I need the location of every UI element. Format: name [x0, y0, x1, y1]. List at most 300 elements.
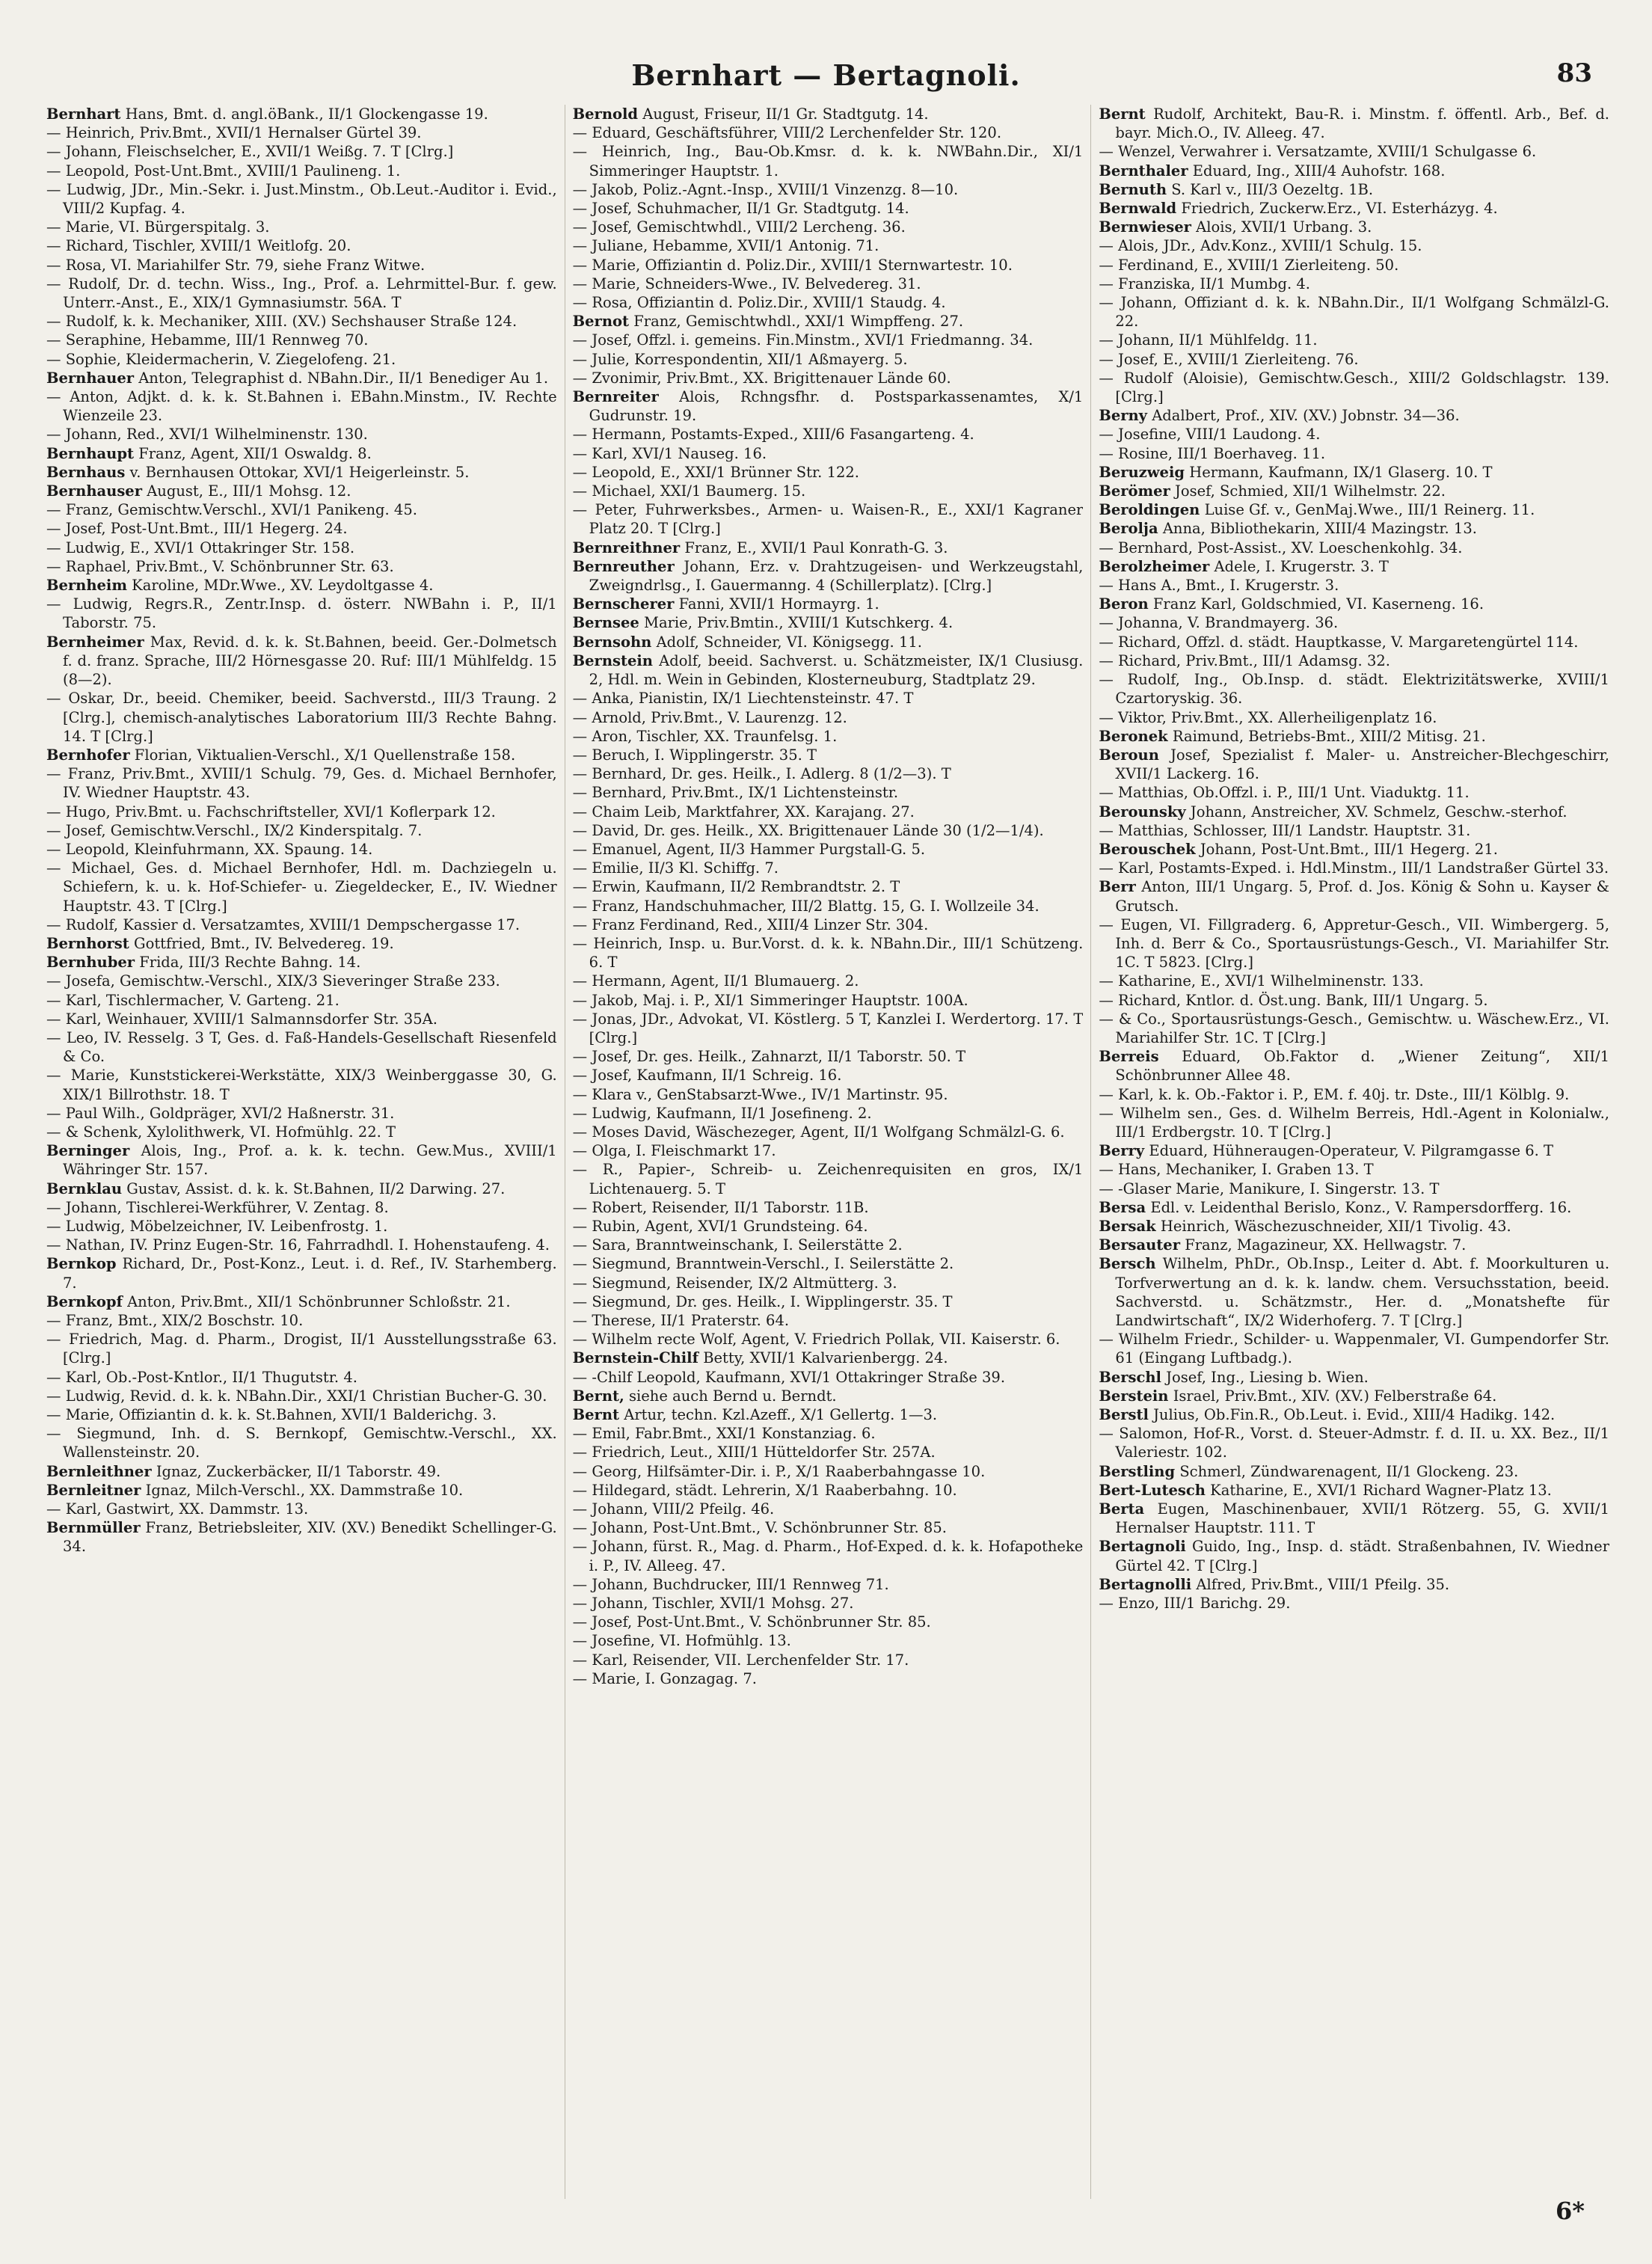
entry-text: — Leopold, Post-Unt.Bmt., XVIII/1 Paulineng. 1. — [46, 162, 401, 180]
entry-text: Josef, Schmied, XII/1 Wilhelmstr. 22. — [1175, 482, 1446, 500]
directory-entry — [1099, 859, 1609, 877]
directory-entry — [46, 387, 557, 425]
entry-text: — Johann, Fleischselcher, E., XVII/1 Weißg. 7. T [Clrg.] — [46, 143, 454, 161]
directory-entry — [1099, 1330, 1609, 1367]
entry-text: Franz, Gemischtwhdl., XXI/1 Wimpffeng. 27. — [633, 313, 964, 331]
entry-text: — Josefa, Gemischtw.-Verschl., XIX/3 Sieveringer Straße 233. — [46, 972, 500, 990]
directory-entry — [46, 539, 557, 557]
entry-text: — Beruch, I. Wipplingerstr. 35. T — [572, 746, 817, 764]
entry-text: Franz, Magazineur, XX. Hellwagstr. 7. — [1185, 1236, 1467, 1254]
entry-surname: Beroldingen — [1099, 501, 1200, 519]
entry-text: — Heinrich, Ing., Bau-Ob.Kmsr. d. k. k. NWBahn.Dir., XI/1 Simmeringer Hauptstr. 1. — [572, 143, 1084, 180]
entry-text: Eduard, Hühneraugen-Operateur, V. Pilgramgasse 6. T — [1149, 1142, 1554, 1160]
entry-text: — & Co., Sportausrüstungs-Gesch., Gemischtw. u. Wäschew.Erz., VI. Mariahilfer Str. 1C. T [Clrg.] — [1099, 1010, 1610, 1046]
entry-surname: Berömer — [1099, 482, 1170, 500]
directory-entry — [1099, 1179, 1609, 1198]
entry-surname: Berninger — [46, 1142, 130, 1160]
directory-entry — [1099, 651, 1609, 670]
entry-surname: Bernklau — [46, 1179, 123, 1197]
directory-entry — [1099, 1500, 1609, 1537]
directory-entry — [1099, 746, 1609, 783]
entry-surname: Bernhorst — [46, 934, 129, 952]
entry-surname: Bernheim — [46, 577, 127, 595]
entry-text: — Josefine, VIII/1 Laudong. 4. — [1099, 426, 1321, 444]
entry-text: Hermann, Kaufmann, IX/1 Glaserg. 10. T — [1189, 463, 1493, 481]
entry-surname: Bernstein-Chilf — [572, 1349, 698, 1367]
directory-entry — [46, 1311, 557, 1330]
entry-text: — Josef, Post-Unt.Bmt., V. Schönbrunner Str. 85. — [572, 1613, 931, 1631]
directory-entry — [573, 613, 1084, 632]
directory-entry — [573, 1254, 1084, 1273]
directory-entry — [573, 180, 1084, 199]
directory-entry — [573, 350, 1084, 369]
directory-entry — [46, 369, 557, 387]
entry-text: — Eugen, VI. Fillgraderg. 6, Appretur-Gesch., VII. Wimbergerg. 5, Inh. d. Berr & Co., Sportausrüstungs-Gesch., VI. Mariahilfer Str. 1C. T 5823. [Clrg.] — [1099, 915, 1610, 972]
directory-entry — [46, 633, 557, 690]
entry-text: — Franz, Bmt., XIX/2 Boschstr. 10. — [46, 1312, 304, 1329]
entry-text: — Therese, II/1 Praterstr. 64. — [572, 1312, 790, 1329]
entry-text: — Friedrich, Leut., XIII/1 Hütteldorfer Str. 257A. — [572, 1444, 936, 1461]
entry-text: — Ludwig, E., XVI/1 Ottakringer Str. 158. — [46, 539, 355, 556]
directory-entry — [1099, 595, 1609, 613]
directory-entry — [573, 142, 1084, 180]
entry-text: Eduard, Ob.Faktor d. „Wiener Zeitung“, XII/1 Schönbrunner Allee 48. — [1115, 1048, 1610, 1085]
page-header — [52, 58, 1600, 103]
entry-text: — Marie, Offiziantin d. k. k. St.Bahnen, XVII/1 Balderichg. 3. — [46, 1406, 497, 1424]
entry-text: Hans, Bmt. d. angl.öBank., II/1 Glockengasse 19. — [125, 105, 488, 123]
entry-text: siehe auch Bernd u. Berndt. — [629, 1387, 837, 1405]
entry-surname: Bernhaupt — [46, 444, 134, 462]
entry-text: — Johann, Buchdrucker, III/1 Rennweg 71. — [572, 1575, 889, 1593]
entry-text: — Arnold, Priv.Bmt., V. Laurenzg. 12. — [572, 708, 847, 726]
directory-entry — [1099, 500, 1609, 519]
directory-entry — [46, 1368, 557, 1387]
directory-entry — [1099, 256, 1609, 274]
directory-entry — [573, 727, 1084, 746]
entry-surname: Berstling — [1099, 1462, 1176, 1480]
entry-text: Luise Gf. v., GenMaj.Wwe., III/1 Reinerg. 11. — [1204, 501, 1535, 519]
directory-entry — [1099, 840, 1609, 859]
entry-text: — Rosa, Offiziantin d. Poliz.Dir., XVIII/1 Staudg. 4. — [572, 294, 946, 312]
entry-text: — Karl, Reisender, VII. Lerchenfelder Str. 17. — [572, 1651, 909, 1669]
entry-text: — Matthias, Ob.Offzl. i. P., III/1 Unt. Viaduktg. 11. — [1099, 784, 1470, 802]
entry-text: Max, Revid. d. k. k. St.Bahnen, beeid. Ger.-Dolmetsch f. d. franz. Sprache, III/2 Hörnesgasse 20. Ruf: III/1 Mühlfeldg. 15 (8—2). — [63, 633, 557, 689]
directory-entry — [46, 1104, 557, 1123]
entry-text: Johann, Erz. v. Drahtzugeisen- und Werkzeugstahl, Zweigndrlsg., I. Gauermanng. 4 (Schillerplatz). [Clrg.] — [589, 557, 1084, 595]
directory-entry — [1099, 105, 1609, 142]
entry-text: — Heinrich, Priv.Bmt., XVII/1 Hernalser Gürtel 39. — [46, 124, 422, 142]
page-title: Bernhart — Bertagnoli. — [631, 58, 1021, 92]
directory-entry — [46, 123, 557, 142]
entry-surname: Bernheimer — [46, 633, 144, 651]
entry-text: — Marie, Schneiders-Wwe., IV. Belvedereg. 31. — [572, 274, 921, 292]
directory-entry — [46, 972, 557, 990]
entry-surname: Bernreuther — [572, 557, 675, 575]
entry-surname: Bernreithner — [572, 539, 681, 556]
directory-entry — [573, 1575, 1084, 1594]
entry-surname: Bernmüller — [46, 1519, 141, 1537]
entry-text: — Erwin, Kaufmann, II/2 Rembrandtstr. 2. T — [572, 878, 900, 896]
directory-entry — [46, 1481, 557, 1500]
entry-surname: Bernhauser — [46, 482, 142, 500]
entry-surname: Bernscherer — [572, 595, 675, 613]
directory-entry — [573, 236, 1084, 255]
directory-entry — [573, 1518, 1084, 1537]
entry-text: — Karl, Postamts-Exped. i. Hdl.Minstm., III/1 Landstraßer Gürtel 33. — [1099, 859, 1609, 877]
directory-entry — [46, 840, 557, 859]
entry-text: — Josef, Post-Unt.Bmt., III/1 Hegerg. 24. — [46, 520, 348, 538]
entry-text: — Rudolf, Ing., Ob.Insp. d. städt. Elektrizitätswerke, XVIII/1 Czartoryskig. 36. — [1099, 671, 1610, 708]
entry-text: Heinrich, Wäschezuschneider, XII/1 Tivolig. 43. — [1160, 1217, 1511, 1235]
entry-text: — Marie, Kunststickerei-Werkstätte, XIX/3 Weinberggasse 30, G. XIX/1 Billrothstr. 18. T — [46, 1067, 557, 1103]
entry-text: — Karl, Tischlermacher, V. Garteng. 21. — [46, 991, 340, 1009]
entry-surname: Berry — [1099, 1142, 1145, 1160]
entry-text: Schmerl, Zündwarenagent, II/1 Glockeng. 23. — [1179, 1462, 1519, 1480]
entry-text: — -Glaser Marie, Manikure, I. Singerstr. 13. T — [1099, 1179, 1440, 1197]
directory-entry — [573, 764, 1084, 783]
entry-surname: Bert-Lutesch — [1099, 1481, 1206, 1499]
entry-surname: Bernt, — [572, 1387, 624, 1405]
directory-entry — [46, 1179, 557, 1198]
entry-text: — Josef, Gemischtw.Verschl., IX/2 Kinderspitalg. 7. — [46, 821, 423, 839]
directory-entry — [573, 218, 1084, 236]
directory-entry — [573, 915, 1084, 934]
entry-text: — Johann, Offiziant d. k. k. NBahn.Dir., II/1 Wolfgang Schmälzl-G. 22. — [1099, 294, 1610, 331]
column-right — [1090, 105, 1609, 2199]
directory-entry — [573, 1387, 1084, 1405]
entry-surname: Bernwieser — [1099, 218, 1191, 236]
directory-entry — [46, 746, 557, 764]
entry-text: Eduard, Ing., XIII/4 Auhofstr. 168. — [1192, 162, 1446, 180]
entry-text: — Emil, Fabr.Bmt., XXI/1 Konstanziag. 6. — [572, 1425, 876, 1443]
entry-text: — Leopold, E., XXI/1 Brünner Str. 122. — [572, 463, 859, 481]
directory-entry — [573, 312, 1084, 331]
directory-entry — [46, 1066, 557, 1103]
entry-text: — Zvonimir, Priv.Bmt., XX. Brigittenauer Lände 60. — [572, 369, 951, 387]
entry-surname: Bernhart — [46, 105, 121, 123]
entry-text: — Wilhelm recte Wolf, Agent, V. Friedrich Pollak, VII. Kaiserstr. 6. — [572, 1331, 1060, 1349]
entry-text: — Josef, Gemischtwhdl., VIII/2 Lercheng. 36. — [572, 218, 906, 236]
directory-entry — [573, 105, 1084, 123]
entry-text: — Matthias, Schlosser, III/1 Landstr. Hauptstr. 31. — [1099, 821, 1471, 839]
directory-entry — [573, 595, 1084, 613]
directory-entry — [573, 803, 1084, 821]
directory-entry — [573, 199, 1084, 218]
entry-text: — Hildegard, städt. Lehrerin, X/1 Raaberbahng. 10. — [572, 1481, 957, 1499]
directory-entry — [573, 689, 1084, 708]
directory-entry — [573, 972, 1084, 990]
entry-text: — Bernhard, Post-Assist., XV. Loeschenkohlg. 34. — [1099, 539, 1463, 556]
entry-surname: Bersauter — [1099, 1236, 1180, 1254]
entry-text: — Siegmund, Reisender, IX/2 Altmütterg. 3. — [572, 1274, 897, 1292]
entry-text: — Olga, I. Fleischmarkt 17. — [572, 1142, 776, 1160]
entry-text: Ignaz, Milch-Verschl., XX. Dammstraße 10. — [145, 1481, 464, 1499]
directory-entry — [46, 915, 557, 934]
entry-surname: Berreis — [1099, 1048, 1159, 1066]
entry-text: — Heinrich, Insp. u. Bur.Vorst. d. k. k. NBahn.Dir., III/1 Schützeng. 6. T — [572, 934, 1084, 972]
directory-entry — [46, 1424, 557, 1461]
directory-entry — [573, 1349, 1084, 1367]
entry-text: Marie, Priv.Bmtin., XVIII/1 Kutschkerg. 4. — [644, 614, 954, 632]
entry-text: Johann, Post-Unt.Bmt., III/1 Hegerg. 21. — [1200, 840, 1498, 858]
entry-text: — Hans, Mechaniker, I. Graben 13. T — [1099, 1161, 1374, 1179]
entry-text: — Raphael, Priv.Bmt., V. Schönbrunner Str. 63. — [46, 557, 394, 575]
entry-surname: Bernhaus — [46, 463, 126, 481]
entry-text: — Siegmund, Branntwein-Verschl., I. Seilerstätte 2. — [572, 1255, 954, 1273]
entry-text: — Rosine, III/1 Boerhaveg. 11. — [1099, 444, 1326, 462]
entry-surname: Berolja — [1099, 520, 1158, 538]
directory-entry — [573, 1141, 1084, 1160]
entry-text: — Franz, Priv.Bmt., XVIII/1 Schulg. 79, Ges. d. Michael Bernhofer, IV. Wiedner Hauptstr. 43. — [46, 765, 557, 802]
entry-surname: Bernkopf — [46, 1292, 123, 1310]
entry-text: — Karl, Weinhauer, XVIII/1 Salmannsdorfer Str. 35A. — [46, 1010, 437, 1028]
entry-text: Friedrich, Zuckerw.Erz., VI. Esterházyg. 4. — [1181, 200, 1498, 218]
entry-text: — Franziska, II/1 Mumbg. 4. — [1099, 274, 1310, 292]
entry-text: — Enzo, III/1 Barichg. 29. — [1099, 1595, 1291, 1613]
directory-entry — [573, 1594, 1084, 1613]
directory-entry — [573, 123, 1084, 142]
directory-entry — [46, 1217, 557, 1236]
directory-entry — [46, 1141, 557, 1179]
directory-entry — [46, 425, 557, 444]
entry-text: — Paul Wilh., Goldpräger, XVI/2 Haßnerstr. 31. — [46, 1104, 395, 1122]
directory-entry — [573, 1292, 1084, 1311]
entry-text: — & Schenk, Xylolithwerk, VI. Hofmühlg. 22. T — [46, 1123, 396, 1141]
entry-text: — Johann, fürst. R., Mag. d. Pharm., Hof-Exped. d. k. k. Hofapotheke i. P., IV. Alleeg. 47. — [572, 1538, 1084, 1574]
directory-entry — [1099, 463, 1609, 482]
entry-surname: Bernt — [572, 1406, 620, 1424]
directory-entry — [573, 539, 1084, 557]
entry-text: — Alois, JDr., Adv.Konz., XVIII/1 Schulg. 15. — [1099, 237, 1422, 255]
entry-text: — Ferdinand, E., XVIII/1 Zierleiteng. 50. — [1099, 256, 1399, 274]
entry-text: — Bernhard, Priv.Bmt., IX/1 Lichtensteinstr. — [572, 784, 899, 802]
directory-entry — [1099, 444, 1609, 463]
entry-text: Josef, Ing., Liesing b. Wien. — [1166, 1368, 1369, 1386]
entry-text: — Josef, E., XVIII/1 Zierleiteng. 76. — [1099, 350, 1359, 368]
entry-text: Anton, III/1 Ungarg. 5, Prof. d. Jos. König & Sohn u. Kayser & Grutsch. — [1115, 878, 1610, 915]
directory-entry — [1099, 1047, 1609, 1085]
directory-entry — [1099, 991, 1609, 1010]
page-number: 83 — [1556, 58, 1592, 88]
entry-surname: Berta — [1099, 1500, 1145, 1518]
entry-surname: Bernuth — [1099, 180, 1167, 198]
directory-entry — [1099, 425, 1609, 444]
entry-text: — Karl, XVI/1 Nauseg. 16. — [572, 444, 767, 462]
entry-surname: Beron — [1099, 595, 1149, 613]
directory-entry — [46, 1123, 557, 1141]
entry-text: — Ludwig, Möbelzeichner, IV. Leibenfrostg. 1. — [46, 1217, 388, 1235]
directory-entry — [1099, 1387, 1609, 1405]
entry-surname: Berr — [1099, 878, 1136, 896]
directory-entry — [46, 218, 557, 236]
entry-surname: Bernhauer — [46, 369, 135, 387]
entry-text: — Rosa, VI. Mariahilfer Str. 79, siehe Franz Witwe. — [46, 256, 426, 274]
entry-surname: Berstein — [1099, 1387, 1169, 1405]
directory-entry — [46, 821, 557, 840]
entry-text: — Viktor, Priv.Bmt., XX. Allerheiligenplatz 16. — [1099, 708, 1437, 726]
entry-text: — Rubin, Agent, XVI/1 Grundsteing. 64. — [572, 1217, 868, 1235]
directory-entry — [46, 519, 557, 538]
directory-entry — [46, 1405, 557, 1424]
entry-surname: Bernstein — [572, 651, 653, 669]
entry-text: — Marie, I. Gonzagag. 7. — [572, 1669, 757, 1687]
entry-text: Artur, techn. Kzl.Azeff., X/1 Gellertg. 1—3. — [624, 1406, 938, 1424]
signature-mark: 6* — [1556, 2197, 1585, 2225]
entry-surname: Bernold — [572, 105, 639, 123]
directory-entry — [46, 274, 557, 312]
entry-text: — David, Dr. ges. Heilk., XX. Brigittenauer Lände 30 (1/2—1/4). — [572, 821, 1044, 839]
directory-entry — [573, 1424, 1084, 1443]
entry-text: — Johanna, V. Brandmayerg. 36. — [1099, 614, 1339, 632]
directory-entry — [46, 689, 557, 746]
entry-text: v. Bernhausen Ottokar, XVI/1 Heigerleinstr. 5. — [129, 463, 470, 481]
entry-surname: Bersch — [1099, 1255, 1156, 1273]
entry-text: Alois, XVII/1 Urbang. 3. — [1196, 218, 1372, 236]
directory-entry — [46, 142, 557, 161]
entry-text: — Leo, IV. Resselg. 3 T, Ges. d. Faß-Handels-Gesellschaft Riesenfeld & Co. — [46, 1028, 557, 1066]
entry-text: Karoline, MDr.Wwe., XV. Leydoltgasse 4. — [132, 577, 434, 595]
entry-text: — Karl, Gastwirt, XX. Dammstr. 13. — [46, 1500, 309, 1518]
entry-text: Fanni, XVII/1 Hormayrg. 1. — [678, 595, 879, 613]
entry-text: — Peter, Fuhrwerksbes., Armen- u. Waisen-R., E., XXI/1 Kagraner Platz 20. T [Clrg.] — [572, 501, 1084, 538]
entry-surname: Bernhuber — [46, 954, 135, 972]
directory-entry — [46, 991, 557, 1010]
directory-entry — [573, 708, 1084, 727]
directory-entry — [46, 934, 557, 953]
entry-text: Anton, Priv.Bmt., XII/1 Schönbrunner Schloßstr. 21. — [127, 1292, 511, 1310]
entry-surname: Berstl — [1099, 1406, 1149, 1424]
directory-entry — [46, 180, 557, 218]
directory-entry — [1099, 613, 1609, 632]
entry-text: — Johann, Tischlerei-Werkführer, V. Zentag. 8. — [46, 1198, 389, 1216]
entry-text: — Johann, Post-Unt.Bmt., V. Schönbrunner Str. 85. — [572, 1519, 947, 1537]
text-columns — [46, 105, 1609, 2199]
directory-entry — [46, 482, 557, 500]
directory-entry — [573, 1500, 1084, 1518]
directory-entry — [1099, 218, 1609, 236]
entry-text: — R., Papier-, Schreib- u. Zeichenrequisiten en gros, IX/1 Lichtenauerg. 5. T — [572, 1161, 1084, 1197]
directory-entry — [1099, 803, 1609, 821]
entry-surname: Berschl — [1099, 1368, 1161, 1386]
directory-entry — [1099, 670, 1609, 708]
entry-text: — Rudolf, Dr. d. techn. Wiss., Ing., Prof. a. Lehrmittel-Bur. f. gew. Unterr.-Anst., E., XIX/1 Gymnasiumstr. 56A. T — [46, 274, 557, 312]
entry-text: Katharine, E., XVI/1 Richard Wagner-Platz 13. — [1210, 1481, 1552, 1499]
directory-entry — [573, 1481, 1084, 1500]
entry-text: — Richard, Kntlor. d. Öst.ung. Bank, III/1 Ungarg. 5. — [1099, 991, 1488, 1009]
directory-entry — [46, 162, 557, 180]
directory-entry — [573, 840, 1084, 859]
entry-surname: Bersak — [1099, 1217, 1156, 1235]
entry-text: Betty, XVII/1 Kalvarienbergg. 24. — [703, 1349, 948, 1367]
directory-entry — [573, 293, 1084, 312]
directory-entry — [1099, 1010, 1609, 1047]
entry-text: Frida, III/3 Rechte Bahng. 14. — [139, 954, 361, 972]
directory-entry — [573, 821, 1084, 840]
directory-entry — [1099, 1424, 1609, 1461]
directory-entry — [1099, 406, 1609, 425]
directory-entry — [1099, 1085, 1609, 1104]
directory-entry — [46, 444, 557, 463]
directory-entry — [573, 1047, 1084, 1066]
entry-text: — Michael, Ges. d. Michael Bernhofer, Hdl. m. Dachziegeln u. Schiefern, k. u. k. Hof-Schiefer- u. Ziegeldecker, E., IV. Wiedner Hauptstr. 43. T [Clrg.] — [46, 859, 557, 915]
entry-surname: Bernt — [1099, 105, 1146, 123]
directory-entry — [573, 444, 1084, 463]
directory-entry — [1099, 1236, 1609, 1254]
directory-entry — [1099, 1141, 1609, 1160]
entry-surname: Bertagnolli — [1099, 1575, 1192, 1593]
entry-text: — Klara v., GenStabsarzt-Wwe., IV/1 Martinstr. 95. — [572, 1085, 948, 1103]
directory-entry — [46, 1254, 557, 1292]
directory-entry — [46, 1292, 557, 1311]
entry-text: Florian, Viktualien-Verschl., X/1 Quellenstraße 158. — [134, 746, 516, 764]
entry-surname: Bernot — [572, 313, 630, 331]
column-left — [46, 105, 557, 2199]
directory-entry — [573, 651, 1084, 689]
directory-entry — [1099, 915, 1609, 972]
entry-text: — Friedrich, Mag. d. Pharm., Drogist, II/1 Ausstellungsstraße 63. [Clrg.] — [46, 1331, 557, 1367]
entry-text: — Johann, II/1 Mühlfeldg. 11. — [1099, 331, 1318, 349]
entry-text: — Franz, Handschuhmacher, III/2 Blattg. 15, G. I. Wollzeile 34. — [572, 897, 1040, 915]
directory-entry — [573, 500, 1084, 538]
directory-entry — [573, 1443, 1084, 1461]
entry-text: Josef, Spezialist f. Maler- u. Anstreicher-Blechgeschirr, XVII/1 Lackerg. 16. — [1115, 746, 1610, 783]
directory-entry — [1099, 1405, 1609, 1424]
entry-surname: Bersa — [1099, 1198, 1146, 1216]
directory-entry — [46, 463, 557, 482]
entry-text: — Sophie, Kleidermacherin, V. Ziegelofeng. 21. — [46, 350, 396, 368]
entry-text: — Jakob, Poliz.-Agnt.-Insp., XVIII/1 Vinzenzg. 8—10. — [572, 180, 959, 198]
entry-text: — Josef, Offzl. i. gemeins. Fin.Minstm., XVI/1 Friedmanng. 34. — [572, 331, 1034, 349]
directory-entry — [46, 256, 557, 274]
entry-text: Gottfried, Bmt., IV. Belvedereg. 19. — [134, 934, 394, 952]
entry-text: — Ludwig, Kaufmann, II/1 Josefineng. 2. — [572, 1104, 872, 1122]
entry-text: Adele, I. Krugerstr. 3. T — [1214, 557, 1389, 575]
entry-text: — Jakob, Maj. i. P., XI/1 Simmeringer Hauptstr. 100A. — [572, 991, 968, 1009]
entry-text: — Salomon, Hof-R., Vorst. d. Steuer-Admstr. f. d. II. u. XX. Bez., II/1 Valeriestr. 102. — [1099, 1425, 1610, 1461]
entry-text: — Hermann, Agent, II/1 Blumauerg. 2. — [572, 972, 859, 990]
entry-text: Franz, E., XVII/1 Paul Konrath-G. 3. — [684, 539, 948, 556]
directory-entry — [46, 105, 557, 123]
entry-surname: Bernthaler — [1099, 162, 1188, 180]
entry-text: — Marie, VI. Bürgerspitalg. 3. — [46, 218, 270, 236]
directory-entry — [1099, 369, 1609, 406]
directory-entry — [1099, 1537, 1609, 1574]
directory-entry — [1099, 199, 1609, 218]
directory-entry — [573, 991, 1084, 1010]
entry-text: — Josef, Kaufmann, II/1 Schreig. 16. — [572, 1067, 842, 1085]
directory-entry — [1099, 633, 1609, 651]
directory-entry — [573, 897, 1084, 915]
directory-entry — [1099, 727, 1609, 746]
entry-surname: Bernkop — [46, 1255, 117, 1273]
entry-text: — Hugo, Priv.Bmt. u. Fachschriftsteller, XVI/1 Koflerpark 12. — [46, 803, 496, 820]
entry-text: — Nathan, IV. Prinz Eugen-Str. 16, Fahrradhdl. I. Hohenstaufeng. 4. — [46, 1236, 550, 1254]
directory-entry — [573, 1085, 1084, 1104]
directory-entry — [46, 350, 557, 369]
entry-surname: Beruzweig — [1099, 463, 1185, 481]
directory-entry — [1099, 1594, 1609, 1613]
directory-entry — [46, 1010, 557, 1028]
directory-entry — [1099, 519, 1609, 538]
directory-entry — [573, 1104, 1084, 1123]
directory-entry — [573, 877, 1084, 896]
entry-text: Israel, Priv.Bmt., XIV. (XV.) Felberstraße 64. — [1173, 1387, 1497, 1405]
directory-entry — [1099, 482, 1609, 500]
entry-text: — Siegmund, Inh. d. S. Bernkopf, Gemischtw.-Verschl., XX. Wallensteinstr. 20. — [46, 1425, 557, 1461]
directory-entry — [573, 1537, 1084, 1574]
directory-entry — [1099, 180, 1609, 199]
directory-entry — [1099, 1462, 1609, 1481]
